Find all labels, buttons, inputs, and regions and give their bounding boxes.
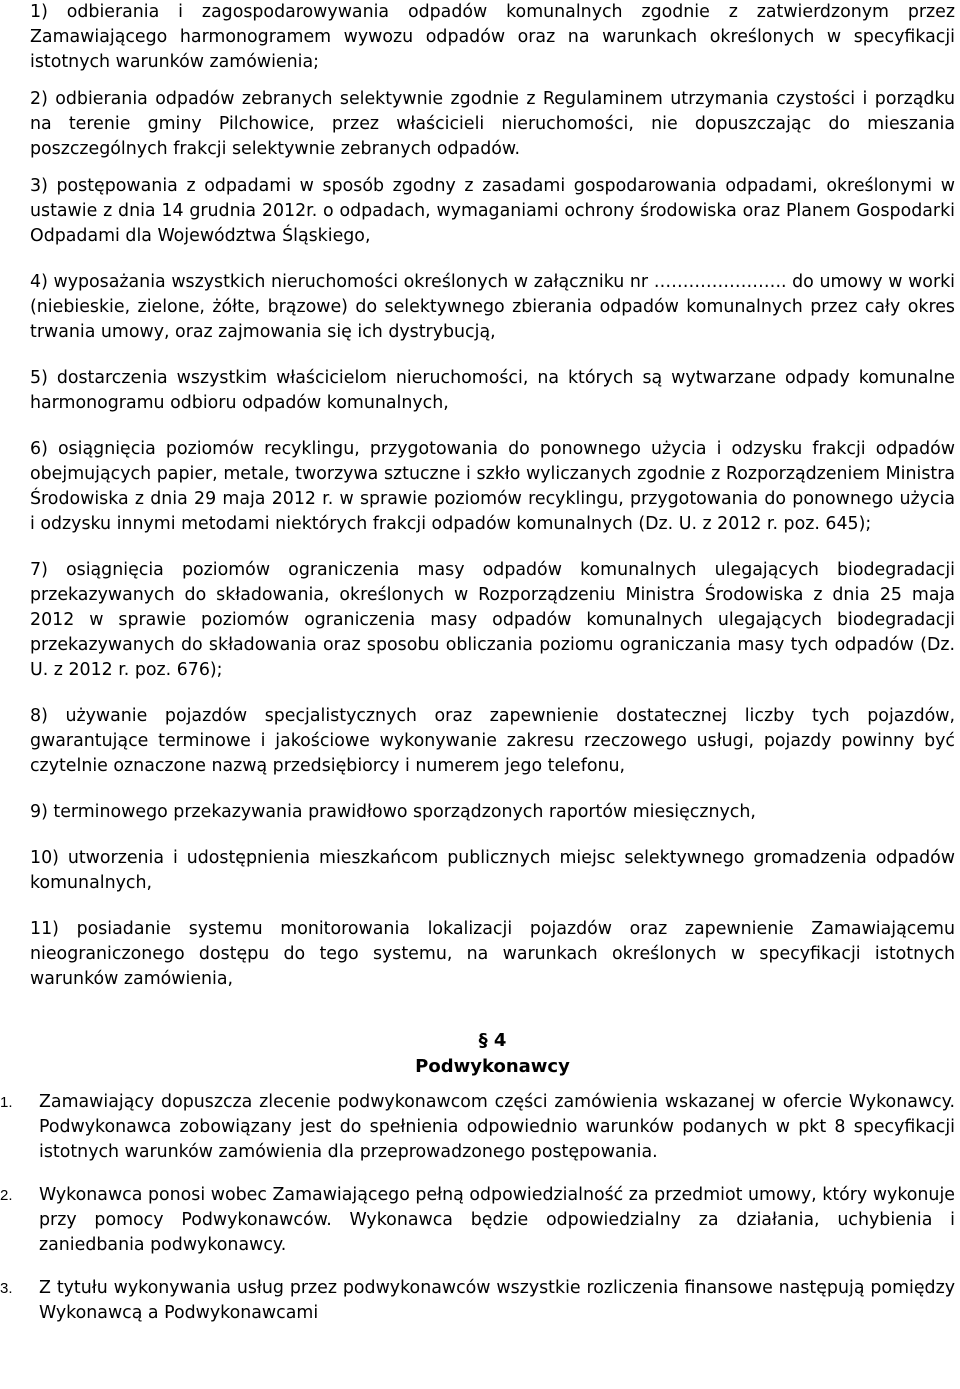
numbered-item-1 (0, 1090, 955, 1165)
numbered-item-number: 3. (0, 1280, 13, 1297)
list-item-7: 7) osiągnięcia poziomów ograniczenia masy odpadów komunalnych ulegających biodegradacji przekazywanych do składowania, określonych w Rozporządzeniu Ministra Środowiska z dnia 25 maja 2012 w sprawie poziomów ograniczenia masy odpadów komunalnych ulegających biodegradacji przekazywanych do składowania oraz sposobu obliczania poziomu ograniczania masy tych odpadów (Dz. U. z 2012 r. poz. 676); (30, 560, 955, 680)
numbered-list (0, 1090, 955, 1326)
numbered-item-text: Zamawiający dopuszcza zlecenie podwykonawcom części zamówienia wskazanej w ofercie Wykonawcy. Podwykonawca zobowiązany jest do spełnienia odpowiednio warunków podanych w pkt 8 specyfikacji istotnych warunków zamówienia dla przeprowadzonego postępowania. (39, 1092, 955, 1162)
section-heading (30, 1028, 955, 1080)
section-number: § 4 (478, 1030, 507, 1051)
numbered-item-text: Z tytułu wykonywania usług przez podwykonawców wszystkie rozliczenia finansowe następują pomiędzy Wykonawcą a Podwykonawcami (39, 1278, 955, 1323)
numbered-item-2 (0, 1183, 955, 1258)
numbered-item-number: 2. (0, 1187, 13, 1204)
list-item-9: 9) terminowego przekazywania prawidłowo sporządzonych raportów miesięcznych, (30, 802, 756, 822)
section-title: Podwykonawcy (415, 1056, 570, 1077)
list-item-2: 2) odbierania odpadów zebranych selektywnie zgodnie z Regulaminem utrzymania czystości i porządku na terenie gminy Pilchowice, przez właścicieli nieruchomości, nie dopuszczając do mieszania poszczególnych frakcji selektywnie zebranych odpadów. (30, 89, 955, 159)
list-item-4: 4) wyposażania wszystkich nieruchomości określonych w załączniku nr ………………….. do umowy w worki (niebieskie, zielone, żółte, brązowe) do selektywnego zbierania odpadów komunalnych przez cały okres trwania umowy, oraz zajmowania się ich dystrybucją, (30, 272, 955, 342)
list-item-11: 11) posiadanie systemu monitorowania lokalizacji pojazdów oraz zapewnienie Zamawiającemu nieograniczonego dostępu do tego systemu, na warunkach określonych w specyfikacji istotnych warunków zamówienia, (30, 919, 955, 989)
list-item-6: 6) osiągnięcia poziomów recyklingu, przygotowania do ponownego użycia i odzysku frakcji odpadów obejmujących papier, metale, tworzywa sztuczne i szkło wyliczanych zgodnie z Rozporządzeniem Ministra Środowiska z dnia 29 maja 2012 r. w sprawie poziomów recyklingu, przygotowania do ponownego użycia i odzysku innymi metodami niektórych frakcji odpadów komunalnych (Dz. U. z 2012 r. poz. 645); (30, 439, 955, 534)
numbered-item-number: 1. (0, 1094, 13, 1111)
list-item-8: 8) używanie pojazdów specjalistycznych oraz zapewnienie dostatecznej liczby tych pojazdów, gwarantujące terminowe i jakościowe wykonywanie zakresu rzeczowego usługi, pojazdy powinny być czytelnie oznaczone nazwą przedsiębiorcy i numerem jego telefonu, (30, 706, 955, 776)
list-item-10: 10) utworzenia i udostępnienia mieszkańcom publicznych miejsc selektywnego gromadzenia odpadów komunalnych, (30, 848, 955, 893)
numbered-item-3 (0, 1276, 955, 1326)
numbered-item-text: Wykonawca ponosi wobec Zamawiającego pełną odpowiedzialność za przedmiot umowy, który wykonuje przy pomocy Podwykonawców. Wykonawca będzie odpowiedzialny za działania, uchybienia i zaniedbania podwykonawcy. (39, 1185, 955, 1255)
list-item-1: 1) odbierania i zagospodarowywania odpadów komunalnych zgodnie z zatwierdzonym przez Zamawiającego harmonogramem wywozu odpadów oraz na warunkach określonych w specyfikacji istotnych warunków zamówienia; (30, 2, 955, 72)
list-item-3: 3) postępowania z odpadami w sposób zgodny z zasadami gospodarowania odpadami, określonymi w ustawie z dnia 14 grudnia 2012r. o odpadach, wymaganiami ochrony środowiska oraz Planem Gospodarki Odpadami dla Województwa Śląskiego, (30, 176, 955, 246)
list-item-5: 5) dostarczenia wszystkim właścicielom nieruchomości, na których są wytwarzane odpady komunalne harmonogramu odbioru odpadów komunalnych, (30, 368, 955, 413)
